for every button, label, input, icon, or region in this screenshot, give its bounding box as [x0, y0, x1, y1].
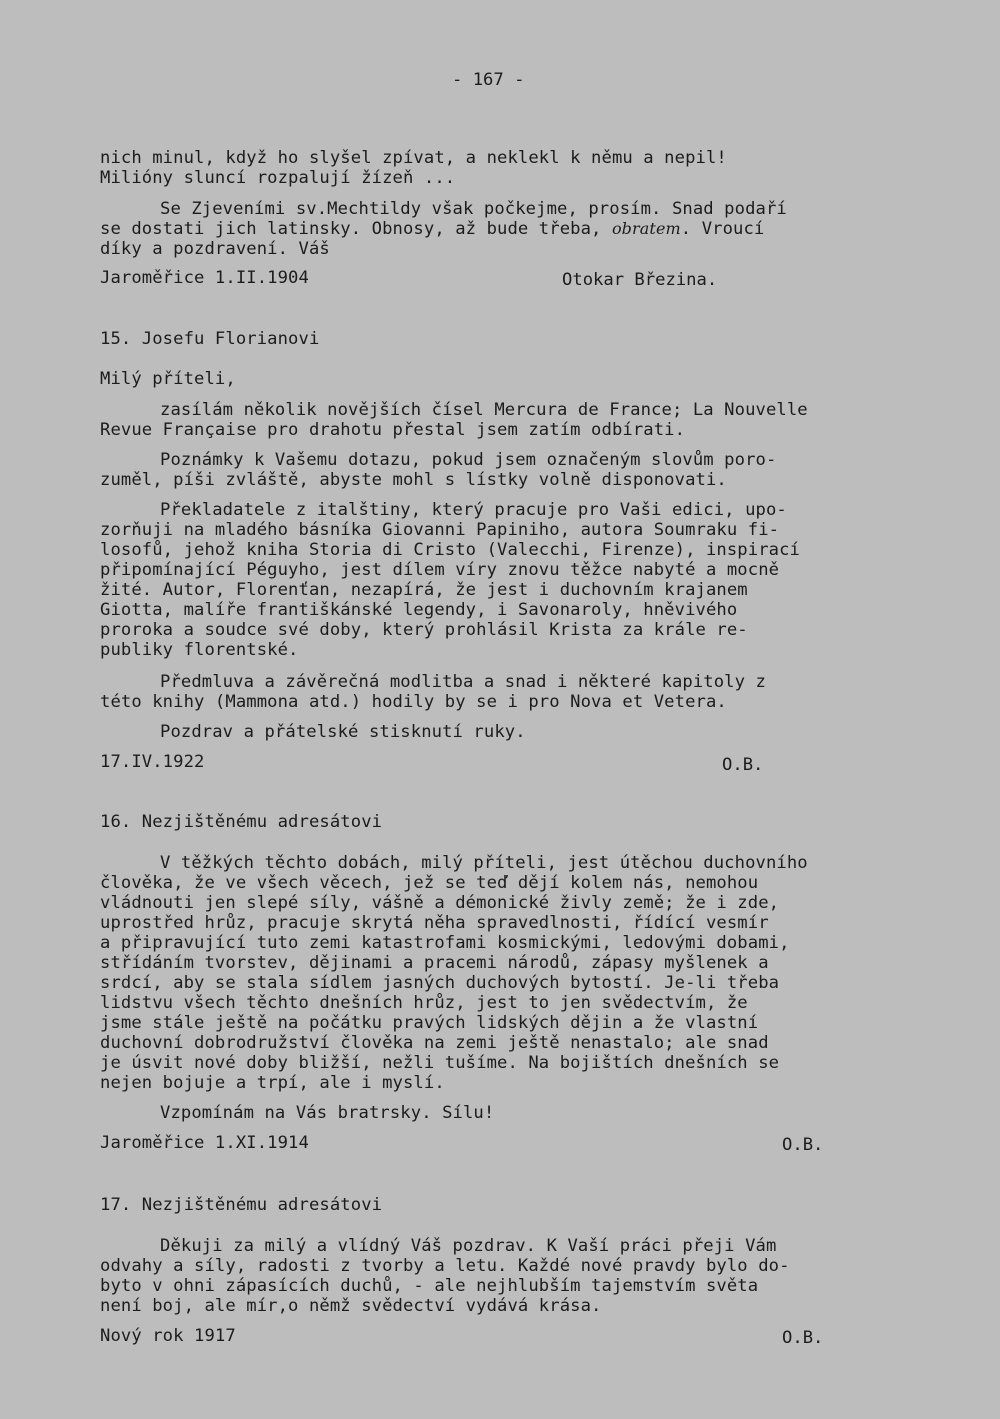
text-line: Se Zjeveními sv.Mechtildy však počkejme, prosím. Snad podaří — [160, 199, 787, 219]
letter-heading: 17. Nezjištěnému adresátovi — [100, 1195, 383, 1215]
text-line: připomínající Péguyho, jest dílem víry znovu těžce nabyté a mocně — [100, 560, 780, 580]
date: 17.IV.1922 — [100, 752, 205, 772]
text-line: a připravující tuto zemi katastrofami kosmickými, ledovými dobami, — [100, 933, 790, 953]
text-line: Poznámky k Vašemu dotazu, pokud jsem označeným slovům poro- — [160, 450, 777, 470]
signature: Otokar Březina. — [562, 270, 718, 290]
text-line: publiky florentské. — [100, 640, 299, 660]
text-line: zasílám několik novějších čísel Mercura de France; La Nouvelle — [160, 400, 808, 420]
text-line: odvahy a síly, radosti z tvorby a letu. Každé nové pravdy bylo do- — [100, 1256, 790, 1276]
italic-word: obratem — [611, 219, 681, 238]
text-line: Vzpomínám na Vás bratrsky. Sílu! — [160, 1103, 495, 1123]
place-date: Jaroměřice 1.II.1904 — [100, 268, 309, 288]
signature: O.B. — [782, 1328, 824, 1348]
text-line: díky a pozdravení. Váš — [100, 239, 330, 259]
text-line: losofů, jehož kniha Storia di Cristo (Valecchi, Firenze), inspirací — [100, 540, 800, 560]
text-line: jsme stále ještě na počátku pravých lidských dějin a že vlastní — [100, 1013, 759, 1033]
letter-heading: 16. Nezjištěnému adresátovi — [100, 812, 383, 832]
text-line: Překladatele z italštiny, který pracuje pro Vaši edici, upo- — [160, 500, 787, 520]
text-line: Milióny sluncí rozpalují žízeň ... — [100, 168, 456, 188]
text-line — [100, 219, 764, 239]
text-line: lidstvu všech těchto dnešních hrůz, jest to jen svědectvím, že — [100, 993, 748, 1013]
text-line: Pozdrav a přátelské stisknutí ruky. — [160, 722, 526, 742]
text-line: Revue Française pro drahotu přestal jsem zatím odbírati. — [100, 420, 686, 440]
text-line: Giotta, malíře františkánské legendy, i Savonaroly, hněvivého — [100, 600, 738, 620]
text-line: Předmluva a závěrečná modlitba a snad i některé kapitoly z — [160, 672, 766, 692]
text-line: V těžkých těchto dobách, milý příteli, jest útěchou duchovního — [160, 853, 808, 873]
salutation: Milý příteli, — [100, 369, 236, 389]
text-line: nejen bojuje a trpí, ale i myslí. — [100, 1073, 445, 1093]
text-line: srdcí, aby se stala sídlem jasných duchových bytostí. Je-li třeba — [100, 973, 780, 993]
letter-heading: 15. Josefu Florianovi — [100, 329, 320, 349]
text-line: byto v ohni zápasících duchů, - ale nejhlubším tajemstvím světa — [100, 1276, 759, 1296]
text-line: vládnouti jen slepé síly, vášně a démonické živly země; že i zde, — [100, 893, 780, 913]
text-line: proroka a soudce své doby, který prohlásil Krista za krále re- — [100, 620, 748, 640]
place-date: Nový rok 1917 — [100, 1326, 236, 1346]
text-line: zorňuji na mladého básníka Giovanni Papiniho, autora Soumraku fi- — [100, 520, 780, 540]
text-line: není boj, ale mír,o němž svědectví vydává krása. — [100, 1296, 602, 1316]
text-line: duchovní dobrodružství člověka na zemi ještě nenastalo; ale snad — [100, 1033, 769, 1053]
text-line: uprostřed hrůz, pracuje skrytá něha spravedlnosti, řídící vesmír — [100, 913, 769, 933]
page-number: - 167 - — [452, 70, 525, 90]
signature: O.B. — [722, 755, 764, 775]
text-segment: se dostati jich latinsky. Obnosy, až bude třeba, — [100, 219, 612, 239]
text-line: je úsvit nové doby bližší, nežli tušíme. Na bojištích dnešních se — [100, 1053, 780, 1073]
text-line: žité. Autor, Florenťan, nezapírá, že jest i duchovním krajanem — [100, 580, 748, 600]
text-line: zuměl, píši zvláště, abyste mohl s lístky volně disponovati. — [100, 470, 727, 490]
text-segment: . Vroucí — [680, 219, 765, 239]
text-line: člověka, že ve všech věcech, jež se teď dějí kolem nás, nemohou — [100, 873, 759, 893]
signature: O.B. — [782, 1135, 824, 1155]
text-line: střídáním tvorstev, dějinami a pracemi národů, zápasy myšlenek a — [100, 953, 769, 973]
text-line: nich minul, když ho slyšel zpívat, a neklekl k němu a nepil! — [100, 148, 727, 168]
text-line: této knihy (Mammona atd.) hodily by se i pro Nova et Vetera. — [100, 692, 727, 712]
text-line: Děkuji za milý a vlídný Váš pozdrav. K Vaší práci přeji Vám — [160, 1236, 777, 1256]
place-date: Jaroměřice 1.XI.1914 — [100, 1133, 309, 1153]
